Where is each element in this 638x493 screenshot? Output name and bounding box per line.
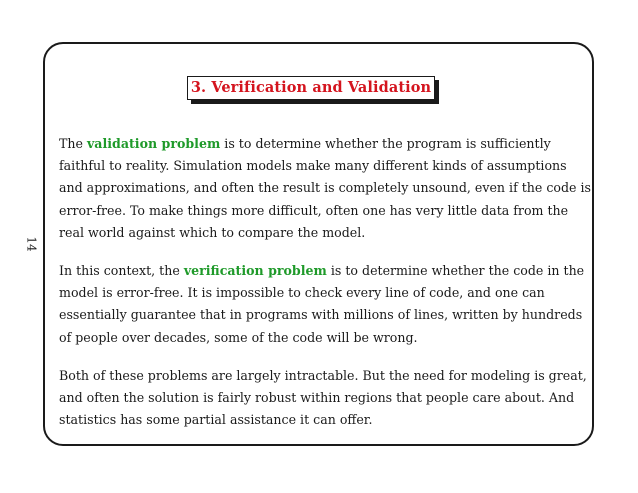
paragraph-text: is to determine whether the code in the model is error-free. It is impossible to check every line of code, and one can essentially guarantee that in programs with millions of lines, written by hundreds of people over decades, some of the code will be wrong. (59, 263, 585, 345)
slide-title: 3. Verification and Validation (187, 76, 435, 100)
keyword-verification-problem: verification problem (183, 263, 327, 279)
paragraph-text: The (59, 136, 87, 151)
paragraph-text: In this context, the (59, 263, 184, 279)
title-container (187, 76, 435, 100)
paragraph-intractable: Both of these problems are largely intractable. But the need for modeling is great, and often the solution is fairly robust within regions that people care about. And statistics has some partial assistance it can offer. (59, 367, 587, 428)
keyword-validation-problem: validation problem (86, 136, 221, 151)
slide-content (59, 133, 593, 447)
paragraph-verification (59, 260, 593, 349)
paragraph-text: is to determine whether the program is sufficiently faithful to reality. Simulation models make many different kinds of assumptions and approximations, and often the result is completely unsound, even if the code is error-free. To make things more difficult, often one has very little data from the real world against which to compare the model. (59, 136, 591, 240)
paragraph-validation (59, 133, 593, 244)
page-number: 14 (24, 236, 39, 252)
